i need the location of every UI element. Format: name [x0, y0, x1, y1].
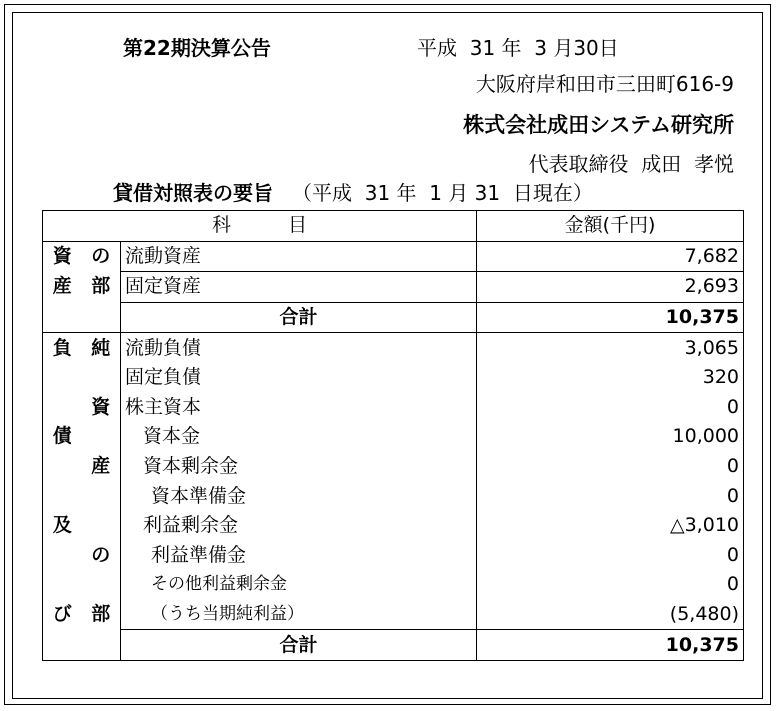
balance-sheet-table: [42, 210, 744, 661]
notice-date: 平成 31 年 3 月30日: [417, 36, 619, 60]
table-row: 資 の 流動資産 7,682: [43, 241, 744, 272]
table-header-row: [43, 211, 744, 242]
notice-title: 第22期決算公告: [123, 36, 271, 60]
col-amount-header: 金額(千円): [477, 211, 744, 242]
table-row: 資本準備金 0: [43, 481, 744, 511]
table-row: び 部 （うち当期純利益） (5,480): [43, 600, 744, 630]
table-row: 産 資本剰余金 0: [43, 452, 744, 482]
table-row: 固定負債 320: [43, 363, 744, 393]
table-row: の 利益準備金 0: [43, 541, 744, 571]
assets-total-row: 合計 10,375: [43, 302, 744, 333]
company-name: 株式会社成田システム研究所: [463, 113, 734, 137]
table-row: 資 株主資本 0: [43, 393, 744, 423]
table-row: その他利益剰余金 0: [43, 570, 744, 600]
company-address: 大阪府岸和田市三田町616-9: [475, 72, 734, 96]
bs-date: （平成 31 年 1 月 31 日現在）: [292, 181, 593, 205]
table-row: 及 利益剰余金 △3,010: [43, 511, 744, 541]
representative: 代表取締役 成田 孝悦: [528, 152, 734, 176]
table-row: 負 純 流動負債 3,065: [43, 333, 744, 363]
table-row: 産 部 固定資産 2,693: [43, 272, 744, 303]
col-item-header: 科 目: [43, 211, 477, 242]
bs-title: 貸借対照表の要旨: [113, 181, 273, 205]
liabilities-total-row: 合計 10,375: [43, 630, 744, 661]
table-row: 債 資本金 10,000: [43, 422, 744, 452]
